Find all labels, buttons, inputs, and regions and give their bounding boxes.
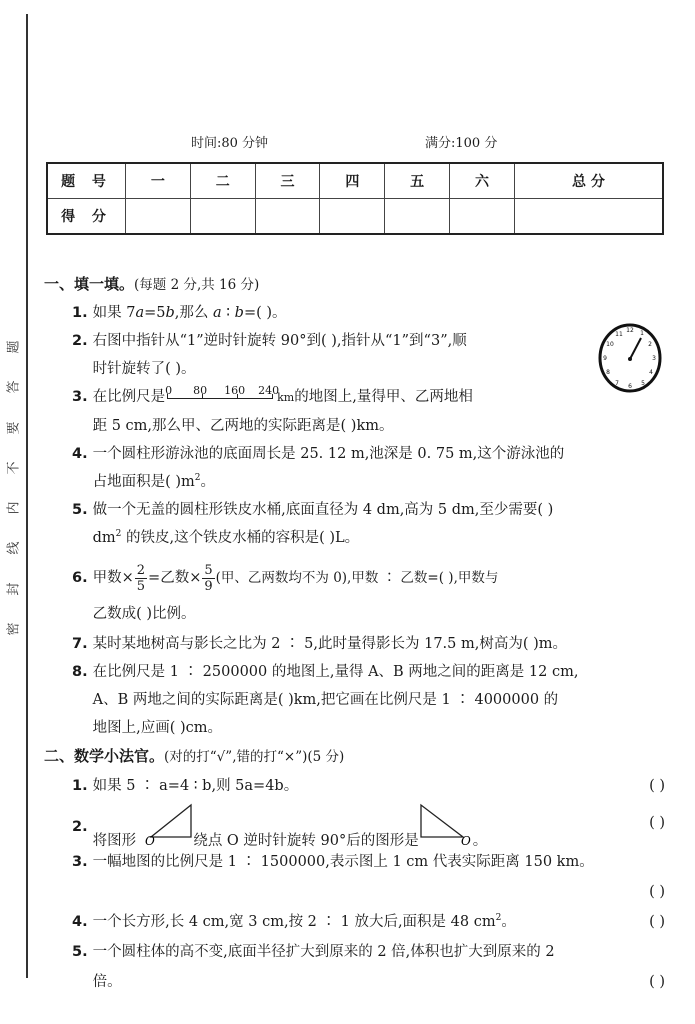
numerator: 2: [136, 562, 146, 578]
question-number: 1.: [72, 305, 88, 321]
question-8: [44, 658, 669, 742]
scale-tick: [237, 394, 238, 399]
judge-answer-box[interactable]: ( ): [649, 884, 665, 900]
question-text: [72, 558, 669, 598]
table-cell-label: 题 号: [47, 163, 126, 199]
score-input-cell[interactable]: [514, 199, 663, 235]
numerator: 5: [204, 562, 213, 578]
svg-text:11: 11: [615, 331, 623, 338]
text: 一个圆柱形游泳池的底面周长是 25. 12 m,池深是 0. 75 m,这个游泳池的: [92, 446, 565, 462]
scale-tick: [202, 394, 203, 399]
text[interactable]: 的铁皮,这个铁皮水桶的容积是( )L。: [121, 530, 360, 546]
text: 在比例尺是: [92, 389, 166, 405]
svg-text:1: 1: [640, 330, 644, 337]
text: 的地图上,量得甲、乙两地相: [294, 389, 473, 405]
question-number: 5.: [72, 502, 88, 518]
question-text: [72, 327, 669, 355]
question-number: 2.: [72, 333, 88, 349]
text[interactable]: 做一个无盖的圆柱形铁皮水桶,底面直径为 4 dm,高为 5 dm,至少需要( ): [92, 502, 554, 518]
svg-text:O: O: [460, 834, 471, 845]
question-text: [72, 771, 669, 801]
binding-char: 不: [6, 461, 22, 475]
question-6: [44, 558, 669, 630]
scale-bar-icon: [165, 383, 280, 405]
judge-answer-box[interactable]: ( ): [649, 815, 665, 831]
question-number: 3.: [72, 854, 88, 870]
svg-text:8: 8: [606, 369, 610, 376]
question-text: [72, 299, 669, 327]
text: ,那么: [174, 305, 213, 321]
question-1: [44, 299, 669, 327]
text: ∶: [221, 305, 235, 321]
judge-question-1: [44, 771, 669, 801]
scale-label: 80: [193, 384, 208, 397]
text[interactable]: 时针旋转了( )。: [92, 361, 196, 377]
section-1-heading: [44, 270, 669, 299]
question-number: 1.: [72, 778, 88, 794]
scale-unit: km: [277, 391, 295, 404]
judge-question-3: [44, 847, 669, 907]
score-input-cell[interactable]: [450, 199, 515, 235]
question-number: 4.: [72, 446, 88, 462]
exam-meta: [0, 132, 695, 152]
text: 。: [501, 914, 516, 930]
judge-question-2: [44, 801, 669, 847]
score-input-cell[interactable]: [385, 199, 450, 235]
table-col-header: 三: [255, 163, 320, 199]
scale-label: 240: [258, 384, 280, 397]
text[interactable]: 地图上,应画( )cm。: [92, 720, 223, 736]
score-table-score-row: [47, 199, 663, 235]
text: 如果 5 ∶ a=4 ∶ b,则 5a=4b。: [92, 778, 299, 794]
binding-char: 线: [6, 541, 22, 555]
text[interactable]: 距 5 cm,那么甲、乙两地的实际距离是( )km。: [92, 418, 394, 434]
question-text: [72, 496, 669, 524]
text: 甲数×: [92, 570, 134, 586]
text: 一个长方形,长 4 cm,宽 3 cm,按 2 ∶ 1 放大后,面积是 48 cm: [92, 914, 496, 930]
question-text-cont: [72, 524, 669, 552]
question-text-cont: [72, 686, 669, 714]
var: b: [165, 305, 175, 321]
score-table: [46, 162, 664, 235]
binding-char: 封: [6, 582, 22, 596]
question-text: [72, 937, 669, 967]
question-text: [72, 630, 669, 658]
denominator: 9: [204, 578, 213, 594]
svg-text:O: O: [145, 834, 156, 845]
question-text-cont: [72, 967, 669, 997]
svg-text:5: 5: [641, 380, 645, 387]
section-note: (对的打“√”,错的打“×”)(5 分): [164, 749, 345, 765]
section-title: 二、数学小法官。: [44, 747, 165, 765]
table-col-header: 总 分: [514, 163, 663, 199]
judge-answer-box[interactable]: ( ): [649, 778, 665, 794]
question-5: [44, 496, 669, 552]
exam-content: [44, 270, 669, 997]
question-text: [72, 907, 669, 937]
superscript: 2: [194, 473, 201, 483]
text: 绕点 O 逆时针旋转 90°后的图形是: [193, 833, 419, 849]
section-title: 一、填一填。: [44, 275, 135, 293]
question-text-cont: [72, 412, 669, 440]
superscript: 2: [495, 913, 502, 923]
binding-char: 密: [6, 622, 22, 636]
svg-text:4: 4: [649, 369, 653, 376]
scale-line: [167, 398, 273, 399]
question-number: 6.: [72, 570, 88, 586]
question-text: [72, 658, 669, 686]
var: a: [135, 305, 145, 321]
text: dm: [92, 530, 116, 546]
scale-label: 0: [165, 384, 173, 397]
svg-text:2: 2: [648, 341, 652, 348]
judge-answer-box[interactable]: ( ): [649, 914, 665, 930]
table-col-header: 二: [190, 163, 255, 199]
question-text-cont: [72, 468, 669, 496]
text[interactable]: (甲、乙两数均不为 0),甲数 ∶ 乙数=( ),甲数与: [215, 570, 499, 586]
score-input-cell[interactable]: [320, 199, 385, 235]
text: 。: [472, 833, 488, 849]
fraction: [202, 563, 214, 594]
denominator: 5: [136, 578, 146, 594]
score-table-header-row: [47, 163, 663, 199]
question-text-cont: [72, 714, 669, 742]
text: 一个圆柱体的高不变,底面半径扩大到原来的 2 倍,体积也扩大到原来的 2: [92, 944, 555, 960]
question-number: 5.: [72, 944, 88, 960]
text: 在比例尺是 1 ∶ 2500000 的地图上,量得 A、B 两地之间的距离是 12 cm,: [92, 664, 579, 680]
text[interactable]: 某时某地树高与影长之比为 2 ∶ 5,此时量得影长为 17.5 m,树高为( )m。: [92, 636, 568, 652]
svg-text:10: 10: [606, 341, 614, 348]
question-2: [44, 327, 669, 383]
text[interactable]: 占地面积是( )m: [92, 474, 195, 490]
fraction: [135, 563, 147, 594]
section-2-heading: [44, 742, 669, 771]
svg-text:12: 12: [626, 327, 634, 334]
text[interactable]: 右图中指针从“1”逆时针旋转 90°到( ),指针从“1”到“3”,顺: [92, 333, 467, 349]
text[interactable]: A、B 两地之间的实际距离是( )km,把它画在比例尺是 1 ∶ 4000000 的: [92, 692, 559, 708]
table-col-header: 四: [320, 163, 385, 199]
question-number: 4.: [72, 914, 88, 930]
question-text: [72, 847, 669, 877]
score-input-cell[interactable]: [190, 199, 255, 235]
exam-full-score: 满分:100 分: [425, 136, 498, 151]
question-number: 8.: [72, 664, 88, 680]
text: 。: [200, 474, 216, 490]
question-number: 7.: [72, 636, 88, 652]
question-4: [44, 440, 669, 496]
score-input-cell[interactable]: [126, 199, 191, 235]
answer-blank[interactable]: =( )。: [243, 305, 287, 321]
binding-margin-text: [6, 338, 24, 638]
text: =5: [144, 305, 166, 321]
table-col-header: 六: [450, 163, 515, 199]
svg-text:9: 9: [603, 355, 607, 362]
question-text-cont: [72, 598, 669, 630]
section-note: (每题 2 分,共 16 分): [134, 277, 260, 293]
text: 如果 7: [92, 305, 136, 321]
exam-time: 时间:80 分钟: [191, 136, 269, 151]
question-text-cont: [72, 355, 669, 383]
scale-tick: [272, 394, 273, 399]
var: a: [213, 305, 222, 321]
text: 一幅地图的比例尺是 1 ∶ 1500000,表示图上 1 cm 代表实际距离 150 km。: [92, 854, 594, 870]
score-input-cell[interactable]: [255, 199, 320, 235]
text: 将图形: [92, 833, 137, 849]
text: 倍。: [92, 974, 122, 990]
question-number: 3.: [72, 389, 88, 405]
judge-question-5: [44, 937, 669, 997]
var: b: [234, 305, 244, 321]
binding-line: [26, 14, 28, 978]
judge-question-4: [44, 907, 669, 937]
table-col-header: 一: [126, 163, 191, 199]
binding-char: 题: [6, 340, 22, 354]
question-text: [72, 440, 669, 468]
table-cell-label: 得 分: [47, 199, 126, 235]
table-col-header: 五: [385, 163, 450, 199]
svg-text:3: 3: [652, 355, 656, 362]
question-text: [72, 383, 669, 412]
question-7: [44, 630, 669, 658]
svg-text:6: 6: [628, 383, 632, 390]
superscript: 2: [115, 529, 122, 539]
text: =乙数×: [148, 570, 202, 586]
binding-char: 答: [6, 380, 22, 394]
question-3: [44, 383, 669, 440]
question-number: 2.: [72, 819, 88, 835]
scale-label: 160: [224, 384, 246, 397]
scale-tick: [167, 394, 168, 399]
svg-text:7: 7: [615, 380, 619, 387]
binding-char: 要: [6, 421, 22, 435]
binding-char: 内: [6, 501, 22, 515]
text[interactable]: 乙数成( )比例。: [92, 606, 196, 622]
judge-answer-box[interactable]: ( ): [649, 974, 665, 990]
